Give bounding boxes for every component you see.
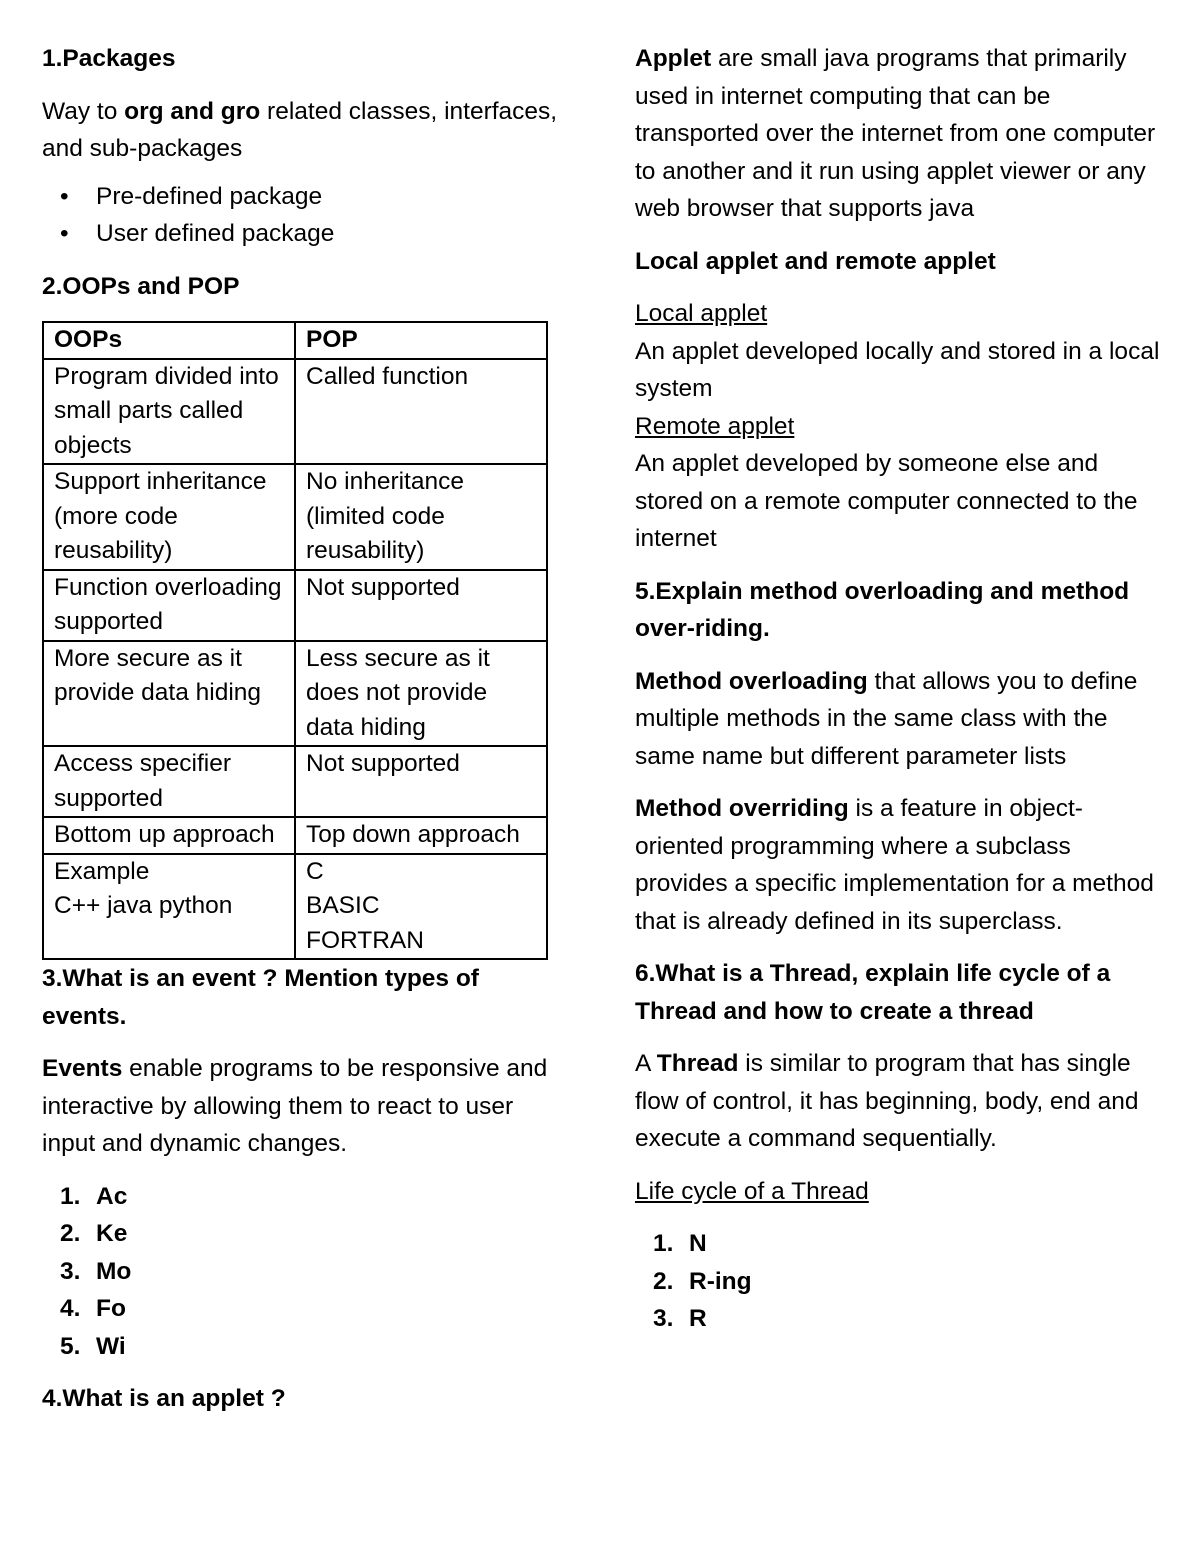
table-cell: Not supported <box>295 746 547 817</box>
table-cell: No inheritance (limited code reusability) <box>295 464 547 570</box>
table-cell: Less secure as it does not provide data hiding <box>295 641 547 747</box>
local-applet-text: An applet developed locally and stored in a local system <box>635 337 1160 402</box>
table-cell: More secure as it provide data hiding <box>43 641 295 747</box>
thread-definition: A Thread is similar to program that has single flow of control, it has beginning, body, end and execute a command sequentially. <box>635 1050 1139 1152</box>
local-applet-label: Local applet <box>635 300 768 327</box>
table-cell: Bottom up approach <box>43 817 295 854</box>
life-cycle-label: Life cycle of a Thread <box>635 1177 869 1205</box>
table-cell: Support inheritance (more code reusability) <box>43 464 295 570</box>
list-item: 3. R <box>653 1305 707 1332</box>
local-remote-title: Local applet and remote applet <box>635 247 996 275</box>
event-types-list <box>42 1178 562 1366</box>
table-header: POP <box>295 322 547 359</box>
packages-definition: Way to org and gro related classes, interfaces, and sub-packages <box>42 97 558 162</box>
list-item: • Pre-defined package <box>96 178 562 216</box>
remote-applet-label: Remote applet <box>635 412 795 440</box>
table-row <box>43 746 547 817</box>
section-6-title: 6.What is a Thread, explain life cycle of a Thread and how to create a thread <box>635 960 1111 1025</box>
overloading-definition: Method overloading that allows you to define multiple methods in the same class with the same name but different parameter lists <box>635 667 1138 770</box>
table-cell: C BASIC FORTRAN <box>295 854 547 960</box>
list-item: 4. Fo <box>60 1295 126 1322</box>
table-cell: Not supported <box>295 570 547 641</box>
section-3-title: 3.What is an event ? Mention types of events. <box>42 965 479 1030</box>
oops-pop-table <box>42 321 548 960</box>
table-row <box>43 641 547 747</box>
list-item: • User defined package <box>96 215 562 253</box>
table-cell: Top down approach <box>295 817 547 854</box>
events-definition: Events enable programs to be responsive and interactive by allowing them to react to user input and dynamic changes. <box>42 1055 548 1157</box>
section-5-title: 5.Explain method overloading and method over-riding. <box>635 577 1130 642</box>
table-row <box>43 359 547 465</box>
remote-applet-text: An applet developed by someone else and stored on a remote computer connected to the internet <box>635 450 1138 552</box>
applet-definition: Applet are small java programs that primarily used in internet computing that can be transported over the internet from one computer to another and it run using applet viewer or any web browser that supports java <box>635 45 1156 222</box>
right-column <box>635 40 1165 1338</box>
list-item: 1. Ac <box>60 1182 128 1210</box>
table-cell: Called function <box>295 359 547 465</box>
list-item: 1. N <box>653 1230 707 1257</box>
section-2-title: 2.OOPs and POP <box>42 272 240 300</box>
overriding-definition: Method overriding is a feature in object-oriented programming where a subclass provides a specific implementation for a method that is already defined in its superclass. <box>635 795 1154 935</box>
table-header: OOPs <box>43 322 295 359</box>
list-item: 2. R-ing <box>653 1267 752 1295</box>
table-header-row <box>43 322 547 359</box>
table-row <box>43 464 547 570</box>
section-1-title: 1.Packages <box>42 45 176 72</box>
section-4-title: 4.What is an applet ? <box>42 1385 286 1412</box>
left-column <box>42 40 562 1418</box>
table-row <box>43 817 547 854</box>
life-cycle-list <box>635 1225 1165 1338</box>
table-row <box>43 854 547 960</box>
table-row <box>43 570 547 641</box>
table-cell: Example C++ java python <box>43 854 295 960</box>
list-item: 2. Ke <box>60 1220 128 1247</box>
list-item: 5. Wi <box>60 1332 126 1360</box>
list-item: 3. Mo <box>60 1257 132 1285</box>
package-types-list <box>42 178 562 253</box>
table-cell: Program divided into small parts called objects <box>43 359 295 465</box>
table-cell: Function overloading supported <box>43 570 295 641</box>
table-cell: Access specifier supported <box>43 746 295 817</box>
